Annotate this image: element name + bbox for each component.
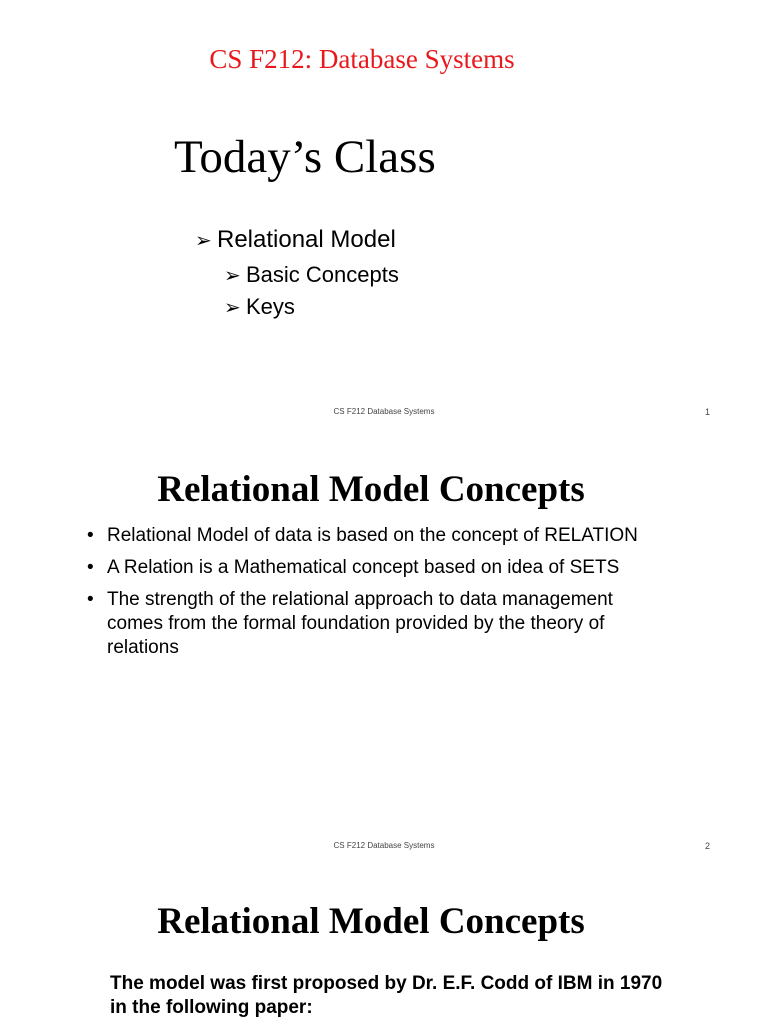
slide-2 — [0, 432, 768, 864]
subtopic-item — [224, 294, 295, 320]
bullet-item — [87, 588, 645, 660]
subtopic-label: Keys — [246, 294, 295, 319]
slide-title: Relational Model Concepts — [157, 901, 585, 942]
bullet-text: The strength of the relational approach to data management comes from the formal foundation provided by the theory of relations — [107, 589, 613, 658]
slide-title: Today’s Class — [174, 131, 436, 183]
page-number: 1 — [704, 407, 710, 417]
subtopic-item — [224, 262, 399, 288]
topic-item — [195, 226, 396, 254]
topic-label: Relational Model — [217, 226, 396, 253]
bullet-dot-icon: • — [87, 525, 94, 546]
bullet-text: Relational Model of data is based on the concept of RELATION — [107, 525, 638, 546]
slide-footer: CS F212 Database Systems — [333, 841, 435, 850]
slide-3 — [0, 864, 768, 1024]
slide-1 — [0, 0, 768, 432]
bullet-item — [87, 556, 645, 580]
bullet-dot-icon: • — [87, 557, 94, 578]
intro-paragraph: The model was first proposed by Dr. E.F. Codd of IBM in 1970 in the following paper: — [110, 973, 663, 1018]
bullet-list — [87, 524, 645, 668]
slide-title: Relational Model Concepts — [157, 469, 585, 510]
page-number: 2 — [704, 841, 710, 851]
bullet-item — [87, 524, 645, 548]
arrow-bullet-icon: ➢ — [224, 297, 241, 319]
bullet-dot-icon: • — [87, 589, 94, 610]
arrow-bullet-icon: ➢ — [224, 265, 241, 287]
bullet-text: A Relation is a Mathematical concept based on idea of SETS — [107, 557, 620, 578]
slide-footer: CS F212 Database Systems — [333, 407, 435, 416]
arrow-bullet-icon: ➢ — [195, 230, 212, 252]
course-header: CS F212: Database Systems — [209, 44, 515, 74]
subtopic-label: Basic Concepts — [246, 262, 399, 287]
